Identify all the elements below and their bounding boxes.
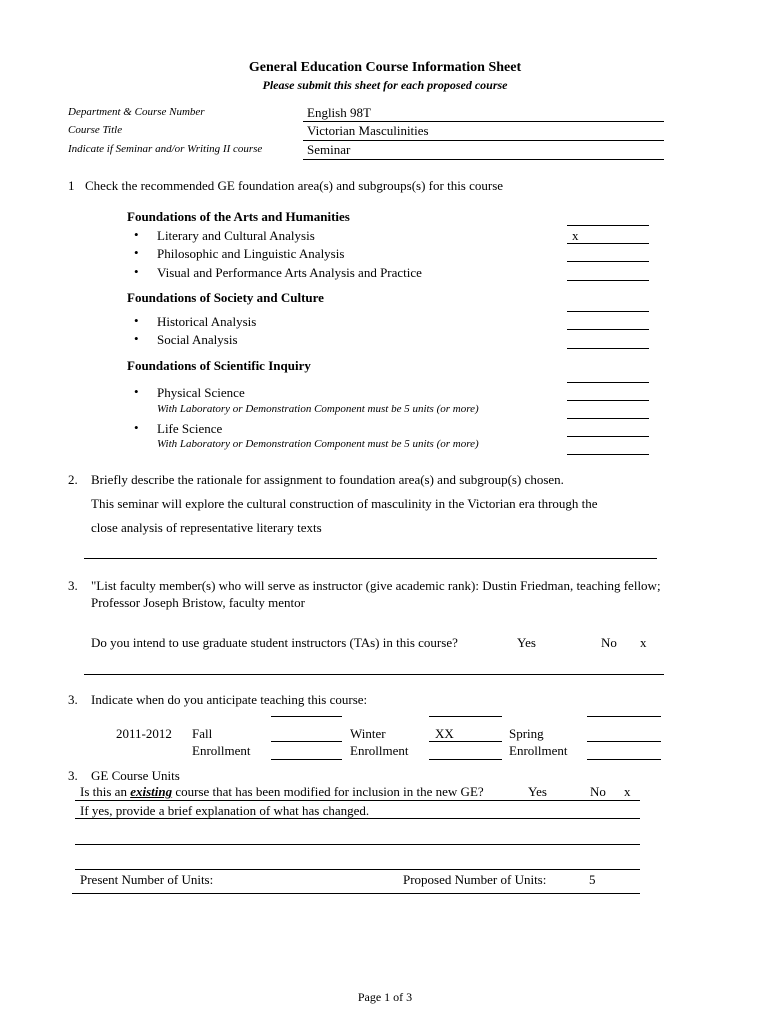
- science-line-life-lab[interactable]: [567, 454, 649, 455]
- q2-number: 2.: [68, 472, 78, 487]
- q3-number: 3.: [68, 578, 78, 593]
- winter-enrollment-line[interactable]: [429, 759, 502, 760]
- page-title: General Education Course Information Sheet: [248, 60, 522, 75]
- winter-enrollment-label: Enrollment: [350, 743, 409, 758]
- science-item-physical: Physical Science: [157, 385, 245, 400]
- dept-value[interactable]: English 98T: [307, 105, 371, 120]
- fall-line-top: [271, 716, 342, 717]
- science-item-life: Life Science: [157, 421, 223, 436]
- science-note-life: With Laboratory or Demonstration Component must be 5 units (or more): [157, 438, 479, 450]
- present-units-label: Present Number of Units:: [80, 872, 214, 887]
- fall-enrollment-line[interactable]: [271, 759, 342, 760]
- ta-underline: [84, 674, 664, 675]
- page-number: Page 1 of 3: [357, 990, 413, 1004]
- science-heading-line: [567, 382, 649, 383]
- arts-heading-line: [567, 225, 649, 226]
- spring-line-top: [587, 716, 661, 717]
- seminar-label: Indicate if Seminar and/or Writing II course: [68, 143, 263, 155]
- bullet-icon: •: [134, 420, 139, 435]
- arts-item-literary: Literary and Cultural Analysis: [157, 228, 315, 243]
- q5-heading: GE Course Units: [91, 768, 180, 783]
- arts-line-visual[interactable]: [567, 280, 649, 281]
- course-title-value[interactable]: Victorian Masculinities: [307, 123, 429, 138]
- term-year: 2011-2012: [116, 726, 172, 741]
- arts-item-visual: Visual and Performance Arts Analysis and Practice: [157, 265, 422, 280]
- society-heading: Foundations of Society and Culture: [127, 290, 324, 305]
- science-line-physical[interactable]: [567, 400, 649, 401]
- existing-no-mark: x: [624, 784, 631, 799]
- bullet-icon: •: [134, 313, 139, 328]
- existing-question: [80, 784, 484, 800]
- q2-answer-line1[interactable]: This seminar will explore the cultural construction of masculinity in the Victorian era through the: [91, 496, 598, 511]
- explain-line-2[interactable]: [75, 844, 640, 845]
- existing-question-post: course that has been modified for inclusion in the new GE?: [172, 784, 484, 799]
- q2-answer-underline: [84, 558, 657, 559]
- page-subtitle: Please submit this sheet for each proposed course: [262, 78, 508, 92]
- q2-answer-line2[interactable]: close analysis of representative literary texts: [91, 520, 322, 535]
- ta-no-option[interactable]: No: [601, 635, 617, 650]
- bullet-icon: •: [134, 227, 139, 242]
- explain-label: If yes, provide a brief explanation of what has changed.: [80, 803, 370, 818]
- existing-underline: [75, 800, 640, 801]
- units-underline: [72, 893, 640, 894]
- society-item-historical: Historical Analysis: [157, 314, 257, 329]
- existing-question-pre: Is this an: [80, 784, 131, 799]
- q5-number: 3.: [68, 768, 78, 783]
- arts-item-philosophic: Philosophic and Linguistic Analysis: [157, 246, 345, 261]
- course-title-underline: [303, 140, 664, 141]
- bullet-icon: •: [134, 384, 139, 399]
- q1-number: 1: [68, 178, 75, 193]
- spring-label: Spring: [509, 726, 544, 741]
- arts-heading: Foundations of the Arts and Humanities: [127, 209, 350, 224]
- q4-number: 3.: [68, 692, 78, 707]
- explain-line-3[interactable]: [75, 869, 640, 870]
- spring-line[interactable]: [587, 741, 661, 742]
- fall-line[interactable]: [271, 741, 342, 742]
- bullet-icon: •: [134, 245, 139, 260]
- ta-yes-option[interactable]: Yes: [517, 635, 536, 650]
- ta-question: Do you intend to use graduate student instructors (TAs) in this course?: [91, 635, 458, 650]
- society-heading-line: [567, 311, 649, 312]
- seminar-value[interactable]: Seminar: [307, 142, 351, 157]
- existing-word: existing: [130, 784, 173, 799]
- q4-text: Indicate when do you anticipate teaching this course:: [91, 692, 368, 707]
- science-line-life[interactable]: [567, 436, 649, 437]
- q3-text-line1: "List faculty member(s) who will serve as instructor (give academic rank): Dustin Friedman, teaching fellow;: [91, 578, 661, 593]
- society-item-social: Social Analysis: [157, 332, 238, 347]
- spring-enrollment-label: Enrollment: [509, 743, 568, 758]
- winter-line[interactable]: [429, 741, 502, 742]
- q2-text: Briefly describe the rationale for assignment to foundation area(s) and subgroup(s) chosen.: [91, 472, 564, 487]
- existing-no-option[interactable]: No: [590, 784, 606, 799]
- winter-label: Winter: [350, 726, 386, 741]
- society-line-historical[interactable]: [567, 329, 649, 330]
- proposed-units-value[interactable]: 5: [589, 872, 596, 887]
- q1-text: Check the recommended GE foundation area(s) and subgroups(s) for this course: [85, 178, 504, 193]
- winter-mark[interactable]: XX: [435, 726, 454, 741]
- society-line-social[interactable]: [567, 348, 649, 349]
- existing-yes-option[interactable]: Yes: [528, 784, 547, 799]
- arts-line-literary[interactable]: [567, 243, 649, 244]
- proposed-units-label: Proposed Number of Units:: [403, 872, 547, 887]
- science-heading: Foundations of Scientific Inquiry: [127, 358, 311, 373]
- winter-line-top: [429, 716, 502, 717]
- science-note-physical: With Laboratory or Demonstration Component must be 5 units (or more): [157, 403, 479, 415]
- seminar-underline: [303, 159, 664, 160]
- spring-enrollment-line[interactable]: [587, 759, 661, 760]
- ta-no-mark: x: [640, 635, 647, 650]
- dept-underline: [303, 121, 664, 122]
- fall-enrollment-label: Enrollment: [192, 743, 251, 758]
- q3-text-line2: Professor Joseph Bristow, faculty mentor: [91, 595, 305, 610]
- explain-line-1[interactable]: [75, 818, 640, 819]
- course-title-label: Course Title: [68, 124, 123, 136]
- bullet-icon: •: [134, 264, 139, 279]
- bullet-icon: •: [134, 331, 139, 346]
- dept-label: Department & Course Number: [68, 106, 205, 118]
- arts-line-philosophic[interactable]: [567, 261, 649, 262]
- arts-mark-literary[interactable]: x: [572, 228, 579, 243]
- science-line-physical-lab[interactable]: [567, 418, 649, 419]
- fall-label: Fall: [192, 726, 213, 741]
